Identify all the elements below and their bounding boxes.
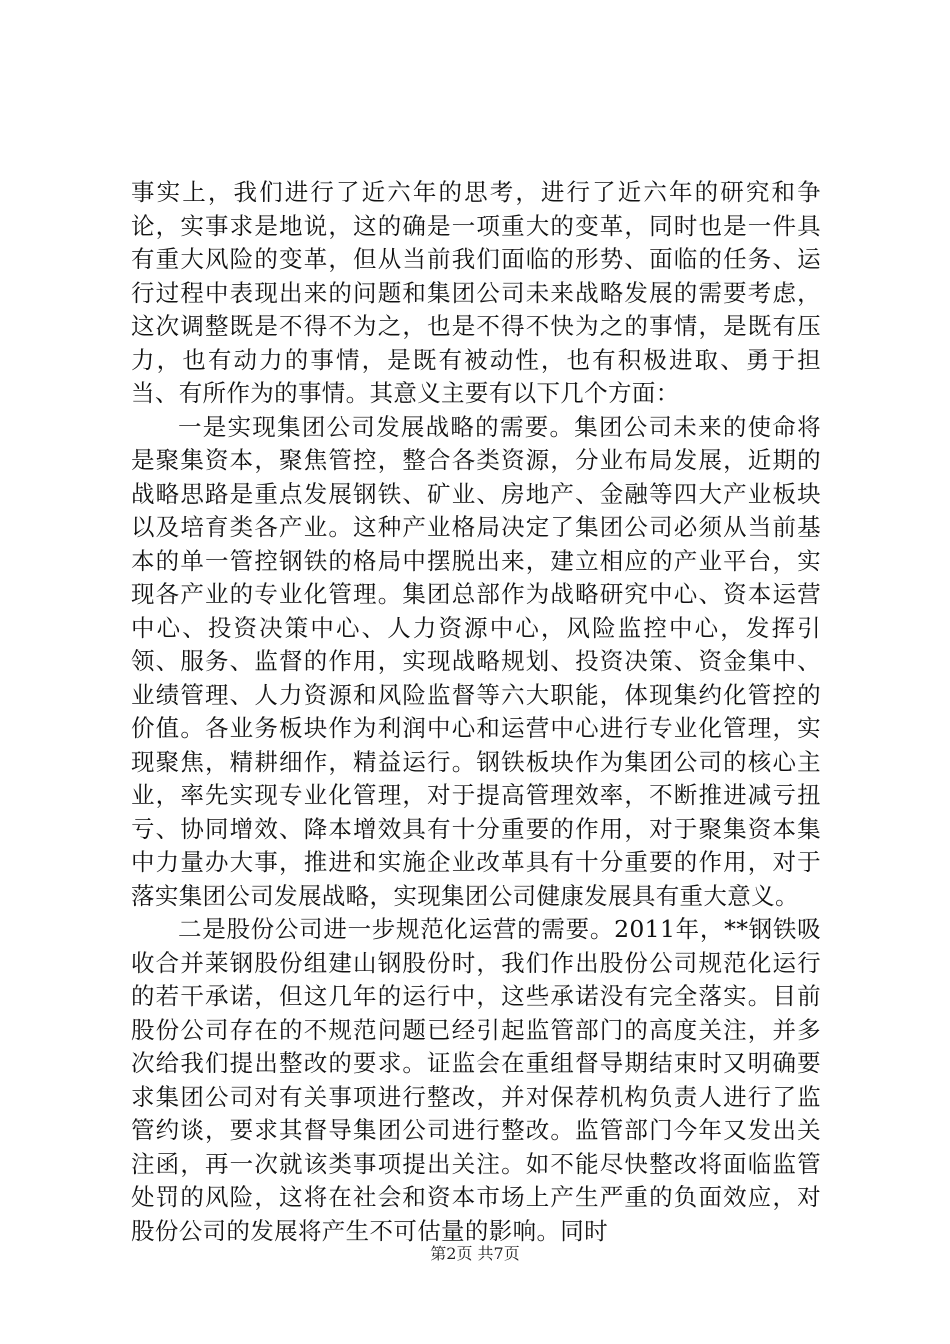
paragraph-point-two: 二是股份公司进一步规范化运营的需要。2011年，**钢铁吸收合并莱钢股份组建山钢股份时，我们作出股份公司规范化运行的若干承诺，但这几年的运行中，这些承诺没有完全落实。目前股份公司存在的不规范问题已经引起监管部门的高度关注，并多次给我们提出整改的要求。证监会在重组督导期结束时又明确要求集团公司对有关事项进行整改，并对保荐机构负责人进行了监管约谈，要求其督导集团公司进行整改。监管部门今年又发出关注函，再一次就该类事项提出关注。如不能尽快整改将面临监管处罚的风险，这将在社会和资本市场上产生严重的负面效应，对股份公司的发展将产生不可估量的影响。同时 [131,915,821,1245]
page-number-footer: 第2页 共7页 [430,1244,520,1263]
paragraph-point-one: 一是实现集团公司发展战略的需要。集团公司未来的使命将是聚集资本，聚焦管控，整合各类资源，分业布局发展，近期的战略思路是重点发展钢铁、矿业、房地产、金融等四大产业板块以及培育类各产业。这种产业格局决定了集团公司必须从当前基本的单一管控钢铁的格局中摆脱出来，建立相应的产业平台，实现各产业的专业化管理。集团总部作为战略研究中心、资本运营中心、投资决策中心、人力资源中心，风险监控中心，发挥引领、服务、监督的作用，实现战略规划、投资决策、资金集中、业绩管理、人力资源和风险监督等六大职能，体现集约化管控的价值。各业务板块作为利润中心和运营中心进行专业化管理，实现聚焦，精耕细作，精益运行。钢铁板块作为集团公司的核心主业，率先实现专业化管理，对于提高管理效率，不断推进减亏扭亏、协同增效、降本增效具有十分重要的作用，对于聚集资本集中力量办大事，推进和实施企业改革具有十分重要的作用，对于落实集团公司发展战略，实现集团公司健康发展具有重大意义。 [131,412,821,910]
document-body [131,176,821,1248]
paragraph-intro: 事实上，我们进行了近六年的思考，进行了近六年的研究和争论，实事求是地说，这的确是一项重大的变革，同时也是一件具有重大风险的变革，但从当前我们面临的形势、面临的任务、运行过程中表现出来的问题和集团公司未来战略发展的需要考虑，这次调整既是不得不为之，也是不得不快为之的事情，是既有压力，也有动力的事情，是既有被动性，也有积极进取、勇于担当、有所作为的事情。其意义主要有以下几个方面： [131,178,821,407]
